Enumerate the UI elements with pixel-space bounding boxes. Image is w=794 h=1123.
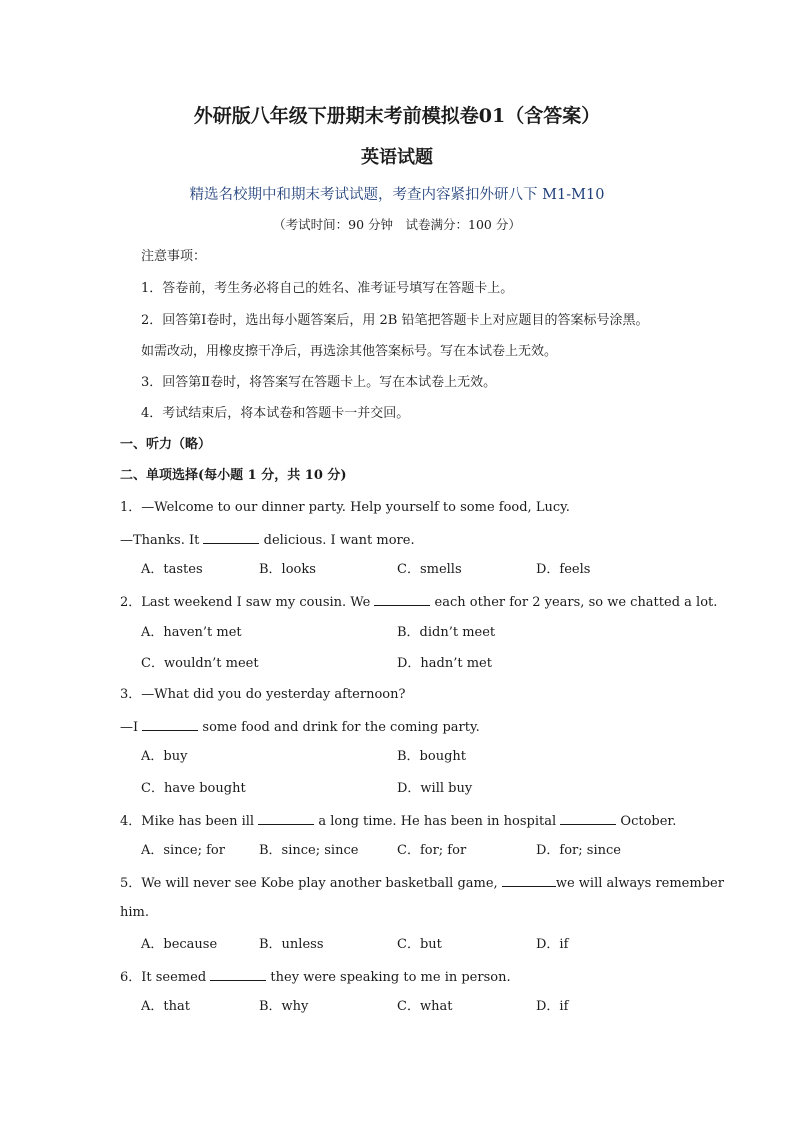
- answer-option[interactable]: C．for; for: [397, 843, 467, 858]
- answer-option[interactable]: C．wouldn’t meet: [141, 656, 259, 671]
- answer-option[interactable]: D．feels: [536, 562, 591, 577]
- answer-option[interactable]: D．if: [536, 999, 569, 1014]
- exam-title: 外研版八年级下册期末考前模拟卷01（含答案）: [193, 105, 601, 127]
- answer-option[interactable]: C．smells: [397, 562, 462, 577]
- answer-blank: [142, 716, 198, 731]
- answer-option[interactable]: A．since; for: [141, 843, 225, 858]
- answer-option[interactable]: B．didn’t meet: [397, 625, 496, 640]
- question-stem: 5．We will never see Kobe play another basketball game, we will always remember: [120, 872, 724, 894]
- notice-item: 3．回答第Ⅱ卷时，将答案写在答题卡上。写在本试卷上无效。: [141, 375, 497, 390]
- answer-option[interactable]: C．have bought: [141, 781, 246, 796]
- notice-item: 2．回答第Ⅰ卷时，选出每小题答案后，用 2B 铅笔把答题卡上对应题目的答案标号涂黑。: [141, 313, 649, 328]
- answer-option[interactable]: B．unless: [259, 937, 324, 952]
- exam-tagline: 精选名校期中和期末考试试题，考查内容紧扣外研八下 M1-M10: [189, 187, 605, 203]
- question-stem: 3．—What did you do yesterday afternoon?: [120, 687, 406, 702]
- answer-option[interactable]: C．what: [397, 999, 453, 1014]
- answer-option[interactable]: B．bought: [397, 749, 466, 764]
- section-heading-listening: 一、听力（略）: [120, 437, 212, 452]
- answer-blank: [258, 810, 314, 825]
- question-stem: 4．Mike has been ill a long time. He has been in hospital October.: [120, 810, 676, 832]
- notice-item: 如需改动，用橡皮擦干净后，再选涂其他答案标号。写在本试卷上无效。: [141, 344, 558, 359]
- answer-option[interactable]: B．why: [259, 999, 309, 1014]
- answer-option[interactable]: A．that: [141, 999, 190, 1014]
- notice-item: 4．考试结束后，将本试卷和答题卡一并交回。: [141, 406, 410, 421]
- question-stem: 2．Last weekend I saw my cousin. We each other for 2 years, so we chatted a lot.: [120, 591, 717, 613]
- answer-option[interactable]: B．since; since: [259, 843, 359, 858]
- answer-blank: [374, 591, 430, 606]
- exam-time-info: （考试时间：90 分钟 试卷满分：100 分）: [273, 217, 521, 232]
- question-stem: 1．—Welcome to our dinner party. Help yourself to some food, Lucy.: [120, 500, 570, 515]
- notice-heading: 注意事项：: [141, 249, 207, 264]
- notice-item: 1．答卷前，考生务必将自己的姓名、准考证号填写在答题卡上。: [141, 281, 514, 296]
- answer-blank: [210, 966, 266, 981]
- question-stem: 6．It seemed they were speaking to me in person.: [120, 966, 511, 988]
- answer-option[interactable]: A．haven’t met: [141, 625, 242, 640]
- question-stem: —Thanks. It delicious. I want more.: [120, 529, 415, 551]
- answer-option[interactable]: A．buy: [141, 749, 188, 764]
- question-stem: him.: [120, 905, 149, 920]
- question-stem: —I some food and drink for the coming party.: [120, 716, 480, 738]
- answer-option[interactable]: C．but: [397, 937, 442, 952]
- answer-option[interactable]: D．if: [536, 937, 569, 952]
- answer-option[interactable]: B．looks: [259, 562, 316, 577]
- answer-blank: [203, 529, 259, 544]
- answer-option[interactable]: A．because: [141, 937, 218, 952]
- answer-option[interactable]: D．hadn’t met: [397, 656, 492, 671]
- answer-blank: [560, 810, 616, 825]
- answer-option[interactable]: A．tastes: [141, 562, 203, 577]
- section-heading-single-choice: 二、单项选择(每小题 1 分，共 10 分): [120, 468, 347, 483]
- exam-subject: 英语试题: [361, 147, 433, 168]
- answer-blank: [502, 872, 556, 887]
- answer-option[interactable]: D．for; since: [536, 843, 621, 858]
- answer-option[interactable]: D．will buy: [397, 781, 473, 796]
